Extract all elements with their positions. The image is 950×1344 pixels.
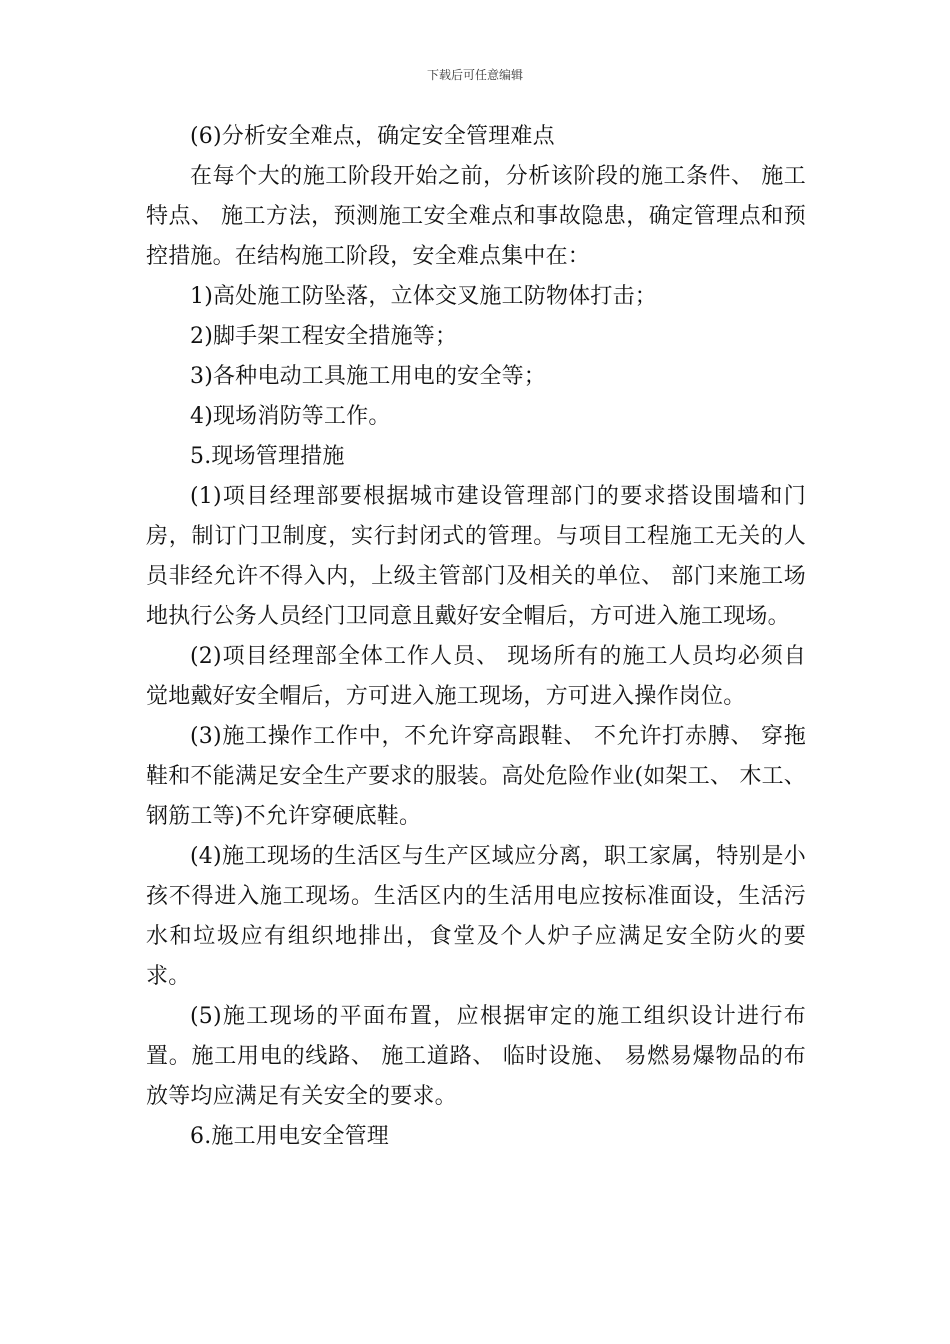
- paragraph-safety-difficulties-heading: (6)分析安全难点，确定安全管理难点: [190, 124, 555, 149]
- list-item-scaffold-safety: 2)脚手架工程安全措施等；: [190, 324, 458, 349]
- list-item-fire-protection: 4)现场消防等工作。: [190, 404, 391, 429]
- section-heading-electrical-safety: 6.施工用电安全管理: [190, 1124, 389, 1149]
- paragraph-helmet-requirement: (2)项目经理部全体工作人员、 现场所有的施工人员均必须自觉地戴好安全帽后，方可进入施工现场，方可进入操作岗位。: [146, 644, 806, 709]
- page-header: 下载后可任意编辑: [426, 68, 523, 82]
- list-item-electrical-tools: 3)各种电动工具施工用电的安全等；: [190, 364, 546, 389]
- paragraph-stage-analysis: 在每个大的施工阶段开始之前，分析该阶段的施工条件、 施工特点、 施工方法，预测施工安全难点和事故隐患，确定管理点和预控措施。在结构施工阶段，安全难点集中在：: [146, 164, 806, 269]
- paragraph-work-attire: (3)施工操作工作中，不允许穿高跟鞋、 不允许打赤膊、 穿拖鞋和不能满足安全生产要求的服装。高处危险作业(如架工、 木工、 钢筋工等)不允许穿硬底鞋。: [146, 724, 806, 829]
- section-heading-site-management: 5.现场管理措施: [190, 444, 345, 469]
- list-item-fall-protection: 1)高处施工防坠落，立体交叉施工防物体打击；: [190, 284, 657, 309]
- paragraph-living-area: (4)施工现场的生活区与生产区域应分离，职工家属，特别是小孩不得进入施工现场。生活区内的生活用电应按标准面设，生活污水和垃圾应有组织地排出，食堂及个人炉子应满足安全防火的要求。: [146, 844, 806, 989]
- document-body: [146, 117, 806, 1157]
- paragraph-site-enclosure: (1)项目经理部要根据城市建设管理部门的要求搭设围墙和门房，制订门卫制度，实行封闭式的管理。与项目工程施工无关的人员非经允许不得入内，上级主管部门及相关的单位、 部门来施工场地执行公务人员经门卫同意且戴好安全帽后，方可进入施工现场。: [146, 484, 806, 629]
- paragraph-site-layout: (5)施工现场的平面布置，应根据审定的施工组织设计进行布置。施工用电的线路、 施工道路、 临时设施、 易燃易爆物品的布放等均应满足有关安全的要求。: [146, 1004, 806, 1109]
